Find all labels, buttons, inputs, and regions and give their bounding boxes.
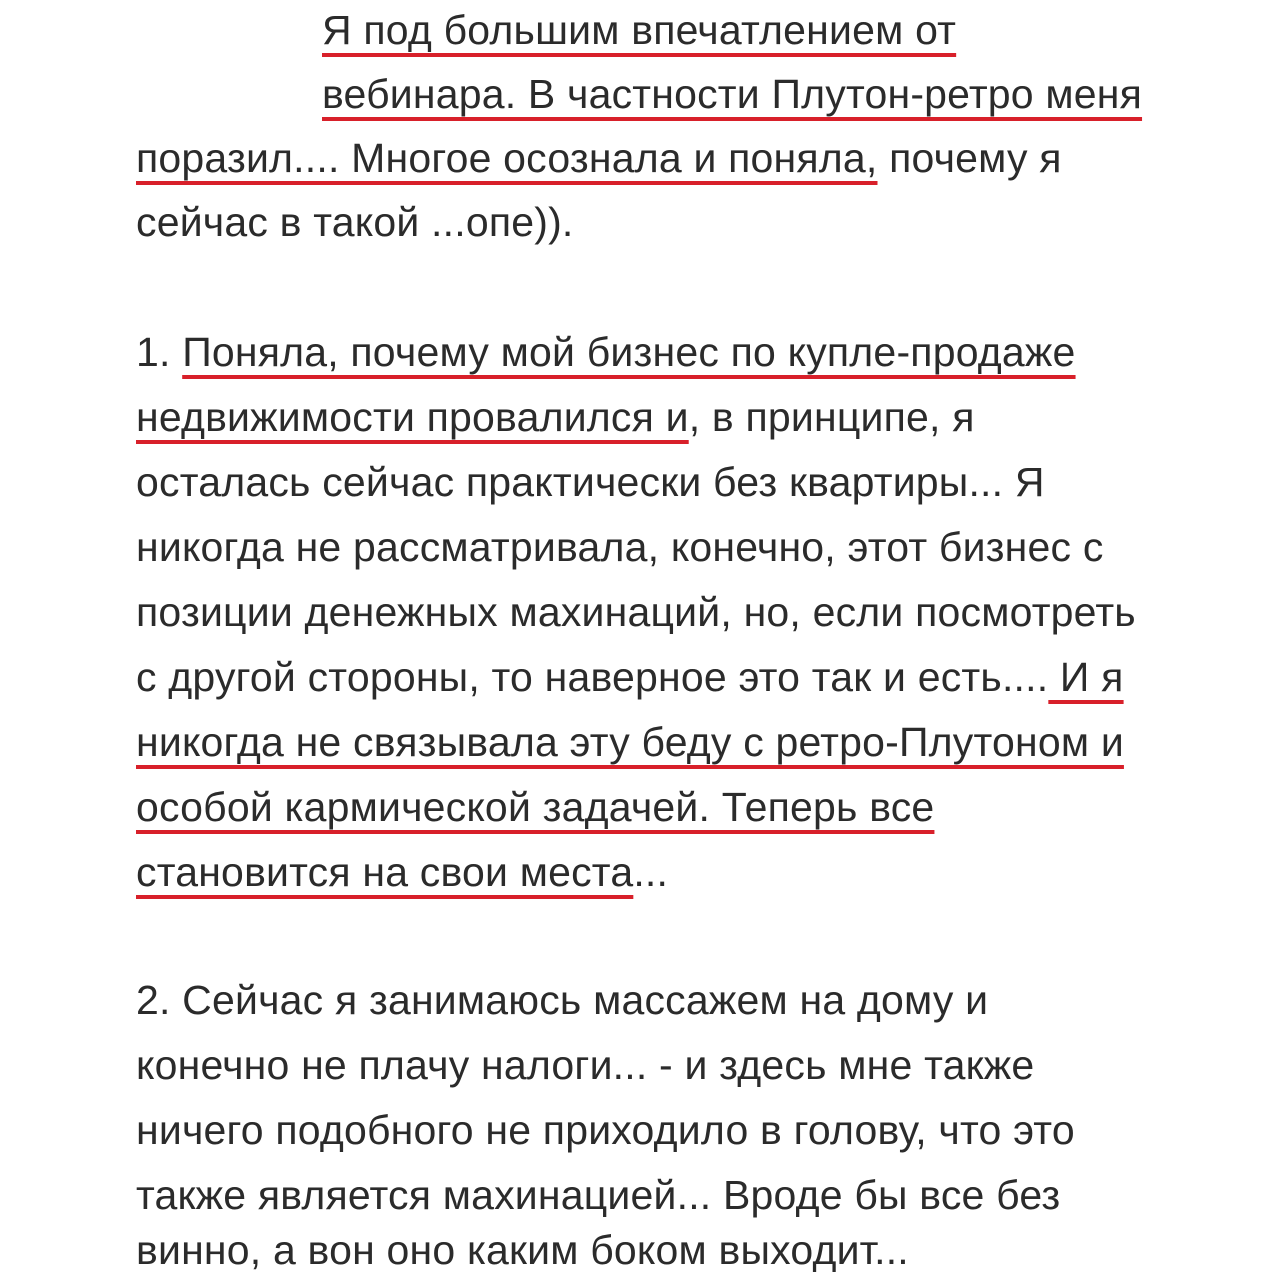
intro-line-2 [322,64,1142,124]
highlighted-text: недвижимости провалился и [136,394,689,440]
highlighted-text: поразил.... Многое осознала и поняла, [136,135,878,181]
point2-line-1 [136,970,988,1030]
point1-line-9 [136,842,668,902]
plain-text: ничего подобного не приходило в голову, что это [136,1107,1075,1153]
intro-line-3 [136,128,1062,188]
point1-line-2 [136,387,975,447]
highlighted-text: особой кармической задачей. Теперь все [136,784,935,830]
plain-text: 2. Сейчас я занимаюсь массажем на дому и [136,977,989,1023]
plain-text: осталась сейчас практически без квартиры... Я [136,459,1045,505]
plain-text: также является махинацией... Вроде бы все без [136,1172,1061,1218]
point1-line-6 [136,647,1124,707]
highlighted-text: вебинара. В частности Плутон-ретро меня [322,71,1143,117]
intro-line-4 [136,192,574,252]
point2-line-4 [136,1165,1060,1225]
plain-text: сейчас в такой ...опе)). [136,199,574,245]
plain-text: почему я [877,135,1062,181]
plain-text: винно, а вон оно каким боком выходит... [136,1227,909,1273]
point1-line-8 [136,777,934,837]
point2-line-3 [136,1100,1075,1160]
intro-line-1 [322,0,956,60]
point1-line-1 [136,322,1076,382]
highlighted-text: становится на свои места [136,849,634,895]
highlighted-text: Поняла, почему мой бизнес по купле-продаже [182,329,1076,375]
highlighted-text: Я под большим впечатлением от [322,7,957,53]
highlighted-text: И я [1048,654,1124,700]
plain-text: никогда не рассматривала, конечно, этот бизнес с [136,524,1104,570]
highlighted-text: никогда не связывала эту беду с ретро-Плутоном и [136,719,1124,765]
plain-text: с другой стороны, то наверное это так и есть.... [136,654,1049,700]
list-number: 1. [136,329,183,375]
point2-line-5 [136,1220,909,1280]
plain-text: , в принципе, я [688,394,975,440]
point2-line-2 [136,1035,1034,1095]
plain-text: ... [633,849,669,895]
point1-line-3 [136,452,1045,512]
plain-text: позиции денежных махинаций, но, если посмотреть [136,589,1136,635]
point1-line-5 [136,582,1136,642]
point1-line-4 [136,517,1104,577]
point1-line-7 [136,712,1124,772]
plain-text: конечно не плачу налоги... - и здесь мне также [136,1042,1035,1088]
